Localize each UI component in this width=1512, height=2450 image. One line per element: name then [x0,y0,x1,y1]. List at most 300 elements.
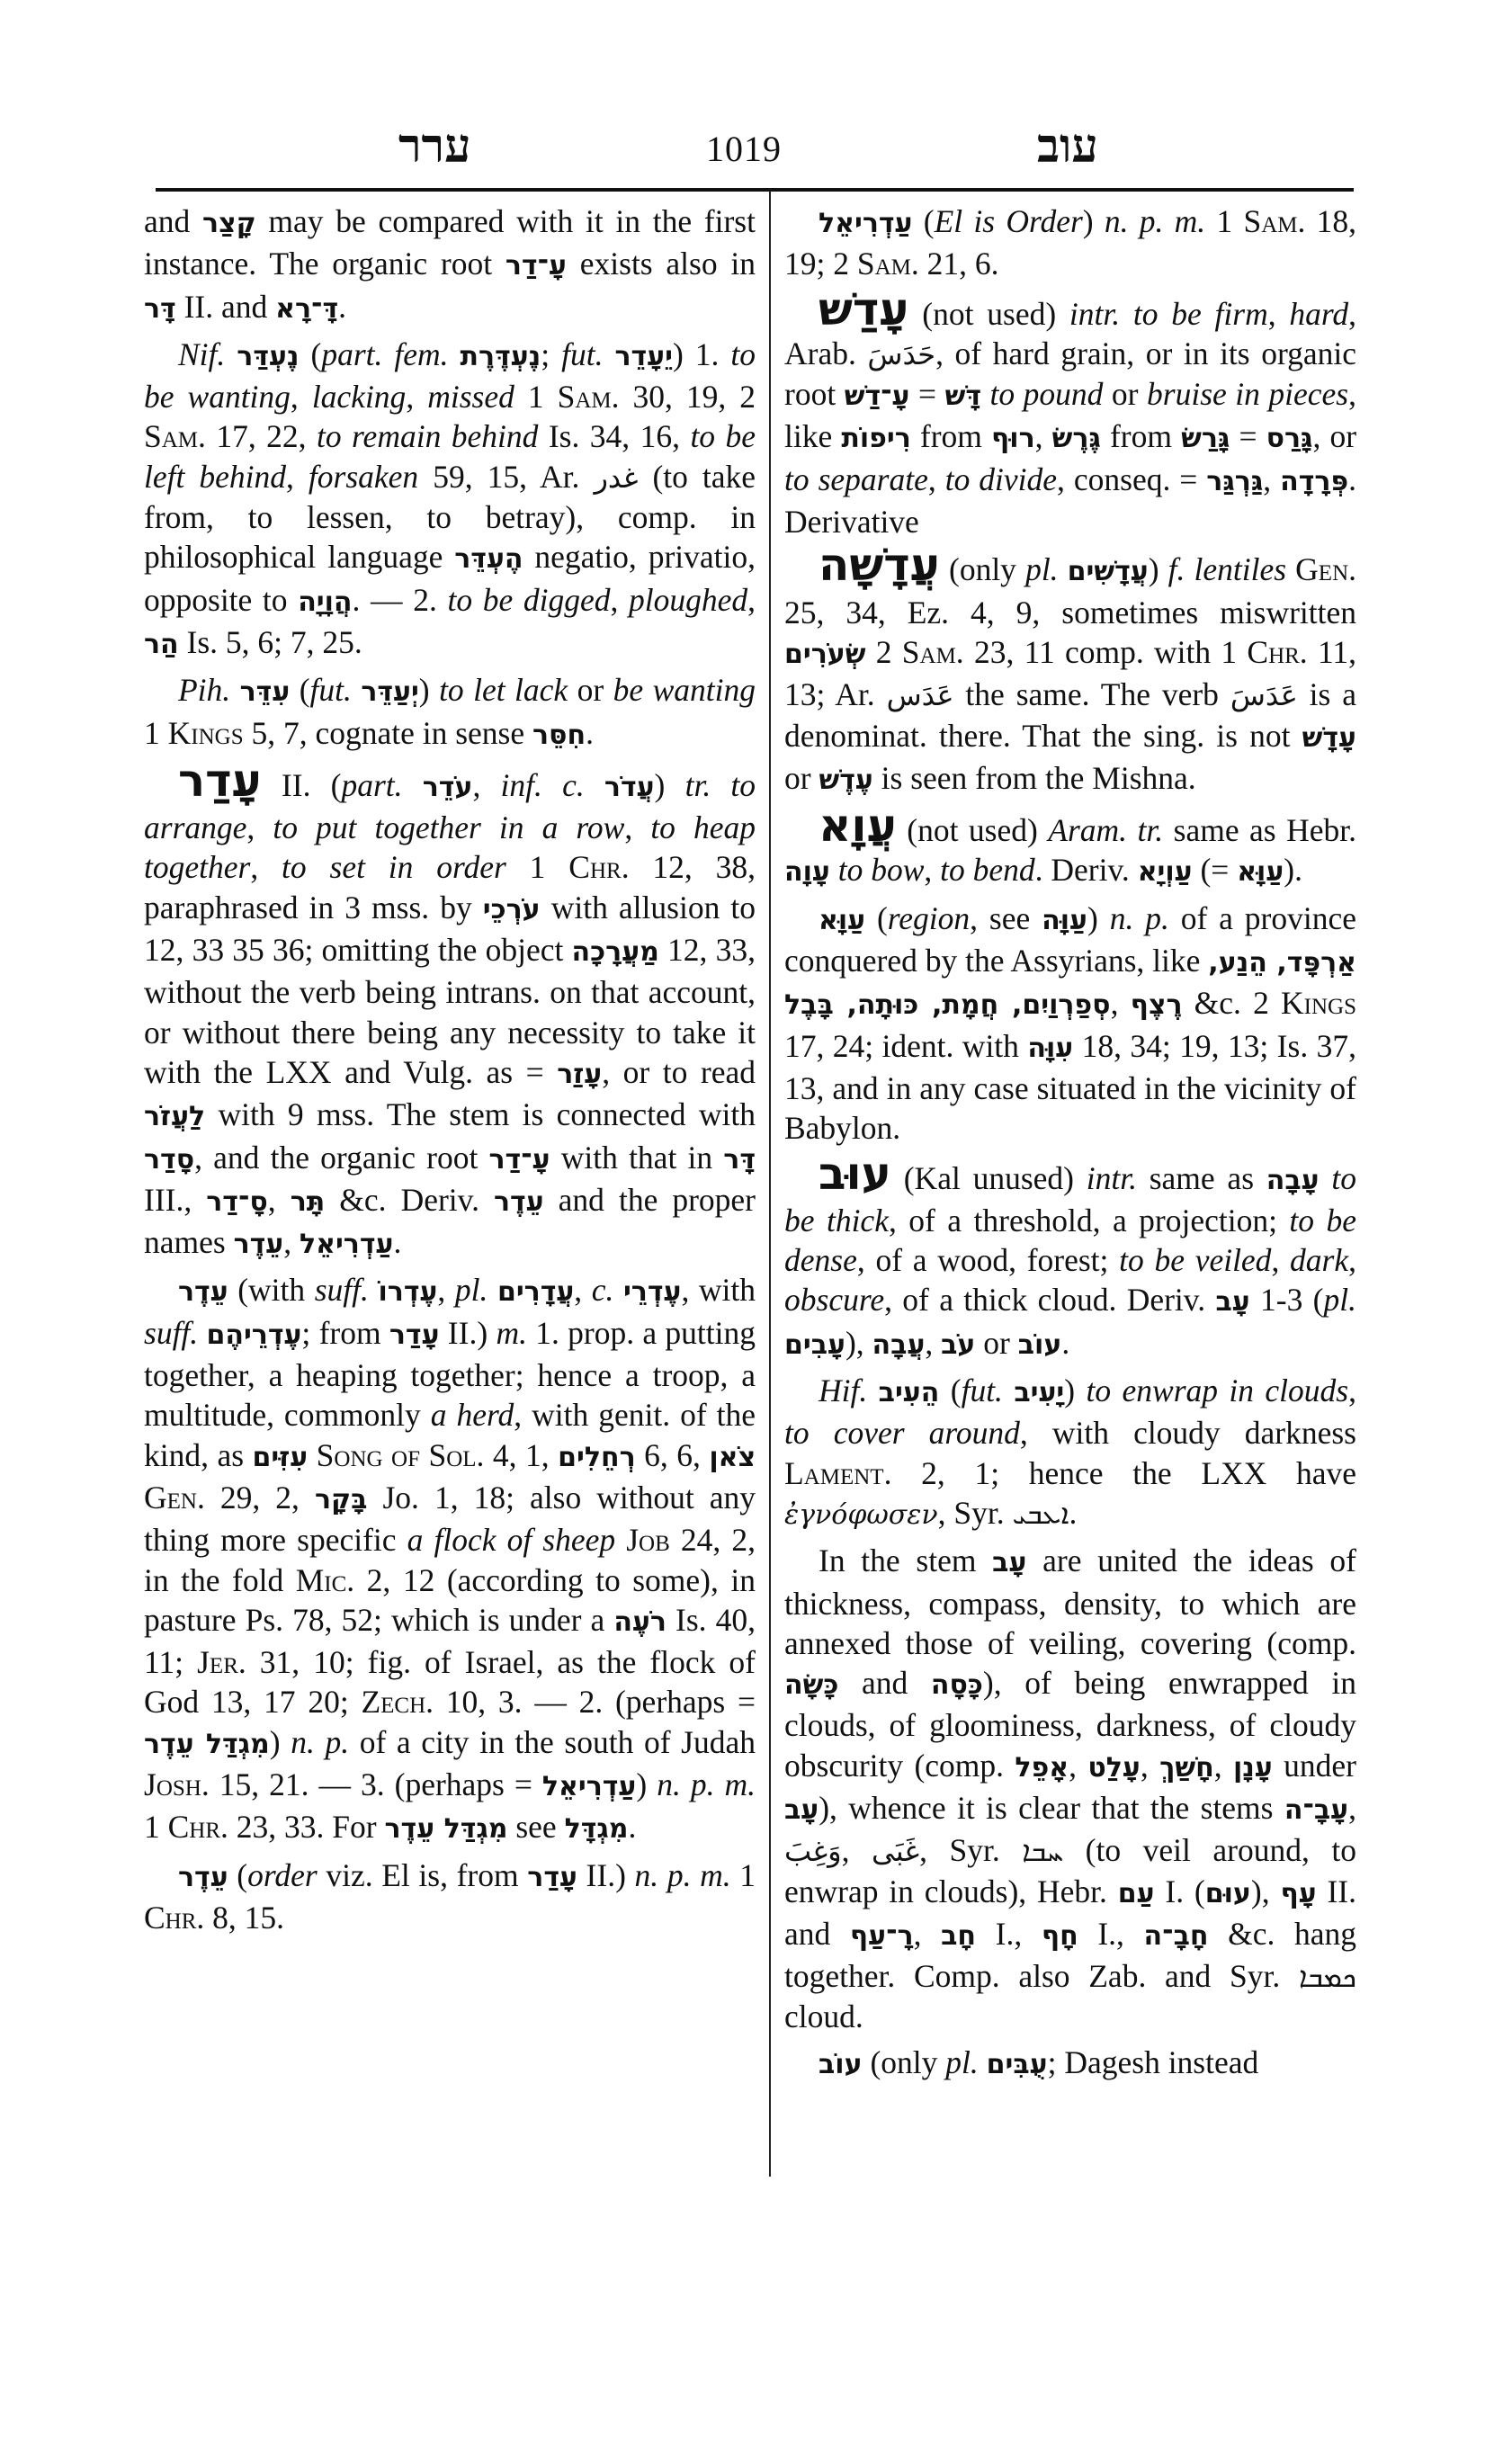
dictionary-paragraph [784,899,1356,1149]
text-run: , [574,1272,592,1309]
italic-run: bruise in pieces [1147,376,1349,413]
hebrew-word: קָצַר [201,208,256,239]
text-run: 25, 34, Ez. 4, 9, sometimes miswritten [784,594,1356,630]
text-run: I. ( [1154,1873,1205,1909]
hebrew-word: רֶצֶף [1130,989,1183,1022]
dictionary-paragraph [144,335,756,665]
hebrew-word: יָעִיב [1014,1377,1065,1409]
text-run: ) [654,766,685,803]
hebrew-word: עוּם [1204,1877,1251,1909]
text-run: 6, 6, [635,1436,710,1473]
text-run: 17, 24; ident. with [784,1027,1028,1064]
text-run: same as [1136,1159,1266,1196]
italic-run: to cover around [784,1415,1020,1452]
reference-abbrev: Chr. [1247,633,1308,670]
text-run: ), of being enwrapped in clouds, of gloominess, darkness, of cloudy obscurity (comp. [784,1665,1356,1784]
reference-abbrev: Chr. [568,849,630,886]
hebrew-word: אָפֵל [1015,1751,1069,1784]
text-run: 2, 12 (according to some), in pasture Ps. 78, 52; which is under a [144,1561,756,1638]
hebrew-word: עֶדְרֵי [622,1276,682,1309]
left-column [144,201,756,1943]
italic-run: to be dense [784,1202,1356,1279]
italic-run: be wanting [613,672,756,709]
text-run: (= [1192,852,1238,889]
text-run: 12, 38, paraphrased in 3 mss. by [144,849,756,925]
italic-run: El is Order [934,203,1083,239]
text-run: ), whence it is clear that the stems [819,1789,1284,1826]
text-run: , [747,581,756,618]
hebrew-word: חָב [941,1919,976,1952]
hebrew-word: מַעֲרָכָה [571,936,659,969]
text-run: ; Dagesh instead [1047,2043,1259,2080]
text-run: ; [541,335,562,372]
text-run: , [927,460,945,497]
hebrew-word: עָב [1215,1286,1250,1319]
foreign-script-word: غدر [594,460,639,495]
italic-run: to put together in a row [273,809,625,846]
text-run: , [1271,1242,1291,1279]
page-header [156,108,1354,180]
italic-run: c. [591,1272,623,1309]
text-run: II. and [784,1873,1356,1952]
text-run: 30, 19, 2 [619,379,756,416]
text-run: 2, 1; hence the LXX have [891,1454,1356,1491]
italic-run: to be veiled [1119,1242,1272,1279]
text-run: with 9 mss. The stem is connected with [205,1096,756,1133]
text-run: ) 1. [672,335,731,372]
hebrew-word: דָּר [144,292,176,325]
italic-run: suff. [144,1314,207,1351]
italic-run: Nif. [178,335,237,372]
italic-run: a herd [430,1397,514,1434]
hebrew-word: עֵדֶר [178,1276,228,1309]
dictionary-paragraph [784,201,1356,284]
reference-abbrev: Jer. [197,1644,246,1681]
text-run: ( [299,335,322,372]
hebrew-word: עָ־דַר [505,250,567,282]
text-run: , of a thick cloud. Deriv. [884,1282,1216,1319]
text-run [1320,1160,1332,1196]
text-run: , of a threshold, a projection; [888,1202,1290,1238]
text-run: , [290,379,312,416]
hebrew-word: עָף [1280,1877,1317,1909]
italic-run: ploughed [629,581,748,618]
hebrew-word: רָ־עַף [849,1919,914,1952]
text-run: 10, 3. — 2. (perhaps = [434,1684,756,1721]
hebrew-word: דָּ־רָא [275,292,339,325]
italic-run: to be left behind [144,418,756,495]
text-run: , [246,809,273,846]
text-run: , and the organic root [194,1139,489,1176]
text-run: ( [865,899,888,936]
italic-run: to divide [944,460,1058,497]
hebrew-word: עֵדֶר [494,1185,544,1218]
text-run: , conseq. = [1057,460,1207,497]
text-run: , [1140,1747,1160,1784]
hebrew-word: הֲוָיָה [298,586,353,618]
italic-run: suff. [314,1272,379,1309]
text-run: ), [845,1324,872,1361]
reference-abbrev: Josh. [144,1766,210,1802]
hebrew-word: עֶדְרֵיהֶם [206,1319,302,1351]
text-run: , [1110,985,1131,1022]
italic-run: fut. [561,335,615,372]
headword: עָדַשׁ [819,282,909,335]
hebrew-word: עָלַט [1087,1751,1141,1784]
italic-run: n. p. m. [634,1856,731,1893]
hebrew-word: רְחֵלִים [558,1441,636,1473]
italic-run: a flock of sheep [407,1522,616,1559]
text-run: and the proper names [144,1181,756,1261]
hebrew-word: הֶעְדֵּר [454,543,523,576]
italic-run: n. p. m. [1104,203,1206,239]
text-run: is seen from the Mishna. [872,759,1196,796]
running-head-right: עוב [1037,119,1098,174]
italic-run: n. p. [291,1723,350,1760]
text-run: 1-3 ( [1249,1282,1324,1319]
hebrew-word: מִגְדָּל [564,1813,629,1846]
hebrew-word: גָּרַס [1266,423,1313,455]
hebrew-word: מִגְדַּל עֵדֶר [144,1728,270,1760]
text-run: I., [1078,1915,1144,1952]
text-run: , [841,1832,872,1869]
text-run: , [1213,1747,1233,1784]
text-run: , [437,1272,455,1309]
italic-run: Hif. [819,1373,879,1409]
reference-abbrev: Sam. [856,246,919,282]
foreign-script-word: ܐܥܒܝ [1012,1496,1069,1531]
text-run: II.) [577,1856,635,1893]
text-run: of a province conquered by the Assyrians, like [784,899,1356,979]
text-run: II. and [175,288,276,325]
dictionary-paragraph [784,1371,1356,1535]
text-run: ) [269,1723,291,1760]
text-run: , like [784,376,1357,455]
italic-run: f. lentiles [1168,551,1287,588]
text-run: . [628,1809,637,1846]
text-run: , [1348,1242,1356,1279]
hebrew-word: עָבִים [784,1328,845,1361]
hebrew-word: עוֹב [819,2048,863,2080]
text-run: . [1069,1494,1078,1531]
text-run [830,852,838,888]
italic-run: intr. [1086,1159,1137,1196]
italic-run: obscure [784,1282,885,1319]
text-run: 59, 15, Ar. [418,458,595,495]
text-run: ) [1082,203,1105,239]
text-run: 1 [514,379,558,416]
italic-run: n. p. m. [657,1766,756,1802]
text-run: , [1348,1789,1356,1826]
reference-abbrev: Sam. [901,633,964,670]
italic-run: missed [427,379,514,416]
italic-run: to be wanting [144,335,756,416]
text-run: &c. Deriv. [325,1181,494,1218]
text-run: , [610,581,629,618]
text-run: , [1034,418,1052,455]
text-run: from [910,418,992,455]
text-run: = [909,376,945,413]
text-run: Jo. 1, 18; also without any thing more specific [144,1479,756,1559]
text-run: 8, 15. [204,1899,285,1936]
text-run: under [1272,1747,1357,1784]
hebrew-word: עַדְרִיאֵל [541,1770,637,1802]
hebrew-word: עָזַר [557,1058,603,1090]
text-run: . [1061,1324,1070,1361]
foreign-script-word: ܚܒܐ [1022,1834,1064,1869]
text-run: &c. 2 [1182,985,1282,1022]
foreign-script-word: ܟܡܒܐ [1298,1960,1356,1995]
text-run: (only [939,551,1026,588]
text-run: , [250,849,282,886]
hebrew-word: עֵדֶר [178,1861,228,1893]
hebrew-word: חִסֵּר [532,719,586,751]
italic-run: m. [496,1314,527,1351]
hebrew-word: עַם [1117,1877,1155,1909]
italic-run: inf. c. [500,766,604,803]
italic-run: to bow [837,852,925,889]
hebrew-word: דָּר [723,1143,756,1176]
italic-run: to be thick [784,1159,1356,1238]
reference-abbrev: Sam. [1243,203,1306,239]
text-run: , with genit. of the kind, as [144,1397,756,1473]
text-run [1286,551,1295,587]
text-run: ; from [301,1314,389,1351]
italic-run: dark [1290,1242,1349,1279]
hebrew-word: עֲדָשִׁים [1067,556,1149,588]
hebrew-word: עָב [992,1547,1027,1579]
text-run: ) [1087,899,1110,936]
hebrew-word: עֹדֵר [422,771,473,803]
italic-run: fut. [309,672,362,709]
hebrew-word: עֶדְרוֹ [378,1276,438,1309]
italic-run: to pound [989,376,1104,413]
text-run [981,376,990,412]
hebrew-word: עָבָ־ה [1284,1793,1349,1826]
text-run: &c. hang together. Comp. also Zab. and Syr. [784,1915,1356,1995]
text-run: 29, 2, [204,1479,315,1516]
hebrew-word: עַדְרִיאֵל [819,208,913,239]
hebrew-word: עַוָּא [819,904,866,936]
reference-abbrev: Gen. [1295,551,1357,588]
italic-run: pl. [945,2043,987,2080]
hebrew-word: נֶעְדֶּרֶת [460,340,541,372]
text-run: , [406,379,428,416]
hebrew-word: עֻבִּים [986,2048,1048,2080]
text-run: . Deriv. [1034,852,1138,889]
text-run: 21, 6. [918,246,999,282]
text-run: , of hard grain, or in its organic root [784,335,1356,413]
hebrew-word: עָ־דַשׁ [844,380,910,413]
hebrew-word: כָּשָׂה [784,1669,839,1702]
reference-abbrev: Mic. [295,1561,355,1598]
text-run: II.) [439,1314,497,1351]
text-run: (to veil around, to enwrap in clouds), Hebr. [784,1832,1357,1909]
dictionary-entry [144,754,756,1265]
hebrew-word: חָבָ־ה [1143,1919,1209,1952]
text-run: , [472,766,501,803]
text-run: III., [144,1181,207,1218]
text-run: , [624,809,651,846]
text-run: 1 [144,1809,168,1846]
italic-run: to separate [784,460,928,497]
hebrew-word: תָּר [290,1185,326,1218]
text-run: . — 2. [352,581,448,618]
running-head-left: ערר [398,119,471,174]
reference-abbrev: Chr. [144,1899,205,1936]
dictionary-paragraph [144,1270,756,1849]
hebrew-word: עֲבָה [872,1328,926,1361]
text-run: 17, 22, [205,418,317,455]
text-run: Is. 5, 6; 7, 25. [178,623,362,660]
text-run: , [1267,295,1290,332]
foreign-script-word: عَدَس [886,678,954,713]
italic-run: order [247,1856,318,1893]
text-run: or [568,672,613,709]
hebrew-word: עֵדֶר [233,1229,284,1261]
text-run: 18, 19; 2 [784,203,1356,282]
hebrew-word: עֲדָרִים [497,1276,575,1309]
reference-abbrev: Zech. [361,1684,434,1721]
hebrew-word: רִיפוֹת [841,423,911,455]
hebrew-word: רוּף [991,423,1035,455]
hebrew-word: גֶּרֶשׂ [1051,423,1101,455]
hebrew-word: עֹרְכֵי [482,893,541,925]
text-run: is a denominat. there. That the sing. is not [784,676,1357,754]
text-run: 11, 13; Ar. [784,633,1357,713]
hebrew-word: עָדַר [527,1861,577,1893]
hebrew-word: עַוְיָא [1137,856,1193,889]
text-run: 24, 2, in the fold [144,1522,756,1598]
text-run: , [1069,1747,1088,1784]
dictionary-paragraph [144,670,756,756]
text-run: or [784,759,819,796]
italic-run: to enwrap in clouds [1086,1373,1349,1409]
italic-run: to set in order [282,849,506,886]
hebrew-word: עִדֵּר [239,676,291,709]
text-run: 12, 33, without the verb being intrans. on that account, or without there being any necessity to take it with the LXX and Vulg. as = [144,932,756,1090]
italic-run: to be digged [447,581,611,618]
text-run: ) [1064,1373,1087,1409]
reference-abbrev: Sam. [557,379,620,416]
header-rule [156,188,1354,192]
text-run: 23, 11 comp. with 1 [963,633,1248,670]
dictionary-paragraph [784,2043,1356,2085]
text-run [615,1522,626,1558]
text-run: , or to read [602,1053,756,1090]
text-run: Is. 34, 16, [538,418,691,455]
hebrew-word: הַר [144,628,179,660]
text-run: . Derivative [784,460,1357,541]
greek-word: ἐγνόφωσεν [784,1498,938,1531]
text-run: , see [970,899,1042,936]
hebrew-word: עָדָשׁ [1302,721,1356,754]
text-run: and [144,203,202,239]
foreign-script-word: وَغِبَ [784,1834,842,1869]
reference-abbrev: Song of Sol. [316,1436,485,1473]
text-run: may be compared with it in the first instance. The organic root [144,203,756,282]
italic-run: pl. [1025,551,1068,588]
text-run: from [1100,418,1182,455]
text-run: . [338,288,346,325]
hebrew-word: גַּרְגַּר [1206,465,1264,497]
dictionary-entry [784,800,1356,893]
italic-run: part. fem. [321,335,461,372]
italic-run: to bend [940,852,1035,889]
italic-run: Pih. [178,672,240,709]
hebrew-word: יֵעָדֵר [614,340,673,372]
text-run: , with [681,1272,756,1309]
hebrew-word: עַוָּא [1237,856,1284,889]
hebrew-word: עָבָה [1266,1164,1320,1196]
foreign-script-word: حَدَسَ [867,336,936,371]
text-run: ) [418,672,440,709]
text-run: (not used) [908,295,1069,332]
hebrew-word: שְׂעֹרִים [784,638,866,670]
italic-run: pl. [1323,1282,1356,1319]
text-run: , or [1312,418,1357,455]
text-run: ), [1250,1873,1281,1909]
text-run: In the stem [819,1542,993,1579]
text-run: viz. El is, from [317,1856,528,1893]
text-run: , of a wood, forest; [856,1242,1120,1279]
text-run: . [586,714,594,751]
hebrew-word: עַדְרִיאֵל [299,1229,394,1261]
dictionary-entry [784,282,1357,542]
text-run: negatio, privatio, opposite to [144,539,756,618]
text-run: with that in [550,1139,724,1176]
reference-abbrev: Chr. [167,1809,228,1846]
text-run: , with cloudy darkness [1019,1415,1356,1452]
text-run: ( [290,672,310,709]
text-run: = [1230,418,1266,455]
text-run: , [1263,460,1281,497]
text-run: . [393,1224,402,1261]
text-run: 23, 33. For [228,1809,385,1846]
italic-run: forsaken [308,458,419,495]
text-run: or [975,1324,1018,1361]
reference-abbrev: Kings [167,714,244,751]
hebrew-word: עָוָה [784,856,830,889]
hebrew-word: עֹב [941,1328,976,1361]
text-run: same as Hebr. [1163,812,1356,849]
text-run: (to take from, to lessen, to betray), comp. in philosophical language [144,458,756,576]
text-run: with allusion to 12, 33 35 36; omitting the object [144,889,756,969]
hebrew-word: צֹאן [709,1441,756,1473]
reference-abbrev: Gen. [144,1479,205,1516]
hebrew-word: עִזִּים [252,1441,309,1473]
hebrew-word: פְּרָדָה [1280,465,1349,497]
hebrew-word: סָדַר [144,1143,195,1176]
reference-abbrev: Job [626,1522,670,1559]
text-run: and [838,1665,931,1702]
text-run: 15, 21. — 3. (perhaps = [209,1766,542,1802]
hebrew-word: גָּרַשׂ [1181,423,1230,455]
italic-run: pl. [454,1272,497,1309]
text-run: 18, 34; 19, 13; Is. 37, 13, and in any case situated in the vicinity of Babylon. [784,1027,1356,1147]
reference-abbrev: Sam. [144,418,206,455]
text-run [308,1437,316,1473]
hebrew-word: כָּסָה [930,1669,983,1702]
text-run: , [267,1181,291,1218]
headword: עֲדָשָׁה [819,539,940,592]
hebrew-word: רֹעֶה [613,1605,667,1638]
headword: עוּב [819,1147,891,1200]
text-run: , Syr. [937,1494,1013,1531]
dictionary-paragraph [144,201,756,329]
hebrew-word: עֲדֹר [604,771,655,803]
text-run: (only [862,2043,946,2080]
